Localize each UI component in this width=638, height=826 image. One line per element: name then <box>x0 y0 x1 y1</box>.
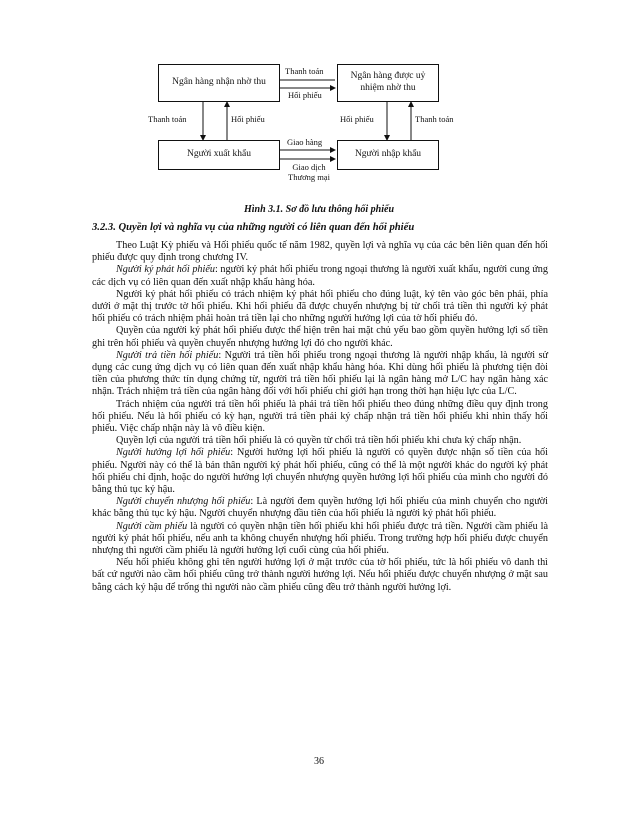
paragraph-text: Quyền lợi của người trả tiền hối phiếu là có quyền từ chối trả tiền hối phiếu khi chưa ký chấp nhận. <box>116 435 522 447</box>
paragraph-term: Người chuyển nhượng hối phiếu <box>116 496 251 508</box>
flow-diagram <box>130 58 470 208</box>
label-right-payment: Thanh toán <box>415 114 454 124</box>
box-importer-label: Người nhập khẩu <box>354 149 422 160</box>
box-collecting-bank <box>158 64 280 102</box>
label-trade-transaction-line1: Giao dịch <box>292 162 326 172</box>
box-exporter-label: Người xuất khẩu <box>187 149 251 160</box>
figure-caption: Hình 3.1. Sơ đồ lưu thông hối phiếu <box>243 204 395 215</box>
paragraph <box>92 399 548 436</box>
paragraph <box>92 521 548 558</box>
paragraph <box>92 240 548 264</box>
paragraph-term: Người trả tiền hối phiếu <box>116 349 219 361</box>
paragraph-text: Nếu hối phiếu không ghi tên người hưởng lợi ở mặt trước của tờ hối phiếu, tức là hối phiếu vô danh thì bất cứ người nào cầm hối phiếu cũng trở thành người hưởng lợi. Nếu hối phiếu được chuyển nhượng ở mặt sau bằng cách ký hậu để trống thì người nào cầm phiếu cũng đều trở thành người hưởng lợi. <box>92 557 548 593</box>
paragraph <box>92 447 548 496</box>
page-number: 36 <box>314 756 324 767</box>
label-left-bill: Hối phiếu <box>231 114 265 124</box>
paragraph-text: Người ký phát hối phiếu có trách nhiệm ký phát hối phiếu cho đúng luật, ký tên vào góc bên phải, phía dưới ở mặt thị trước tờ hối phiếu. Khi hối phiếu đã được chuyển nhượng bị từ chối trả tiền thì người ký phát hối phiếu có trách nhiệm phải hoàn trả tiền lại cho những người hưởng lợi của tờ hối phiếu đó. <box>92 288 548 325</box>
box-exporter <box>158 140 280 170</box>
label-top-bill: Hối phiếu <box>288 90 322 100</box>
box-remitting-bank <box>337 64 439 102</box>
paragraph <box>92 435 548 447</box>
label-left-payment: Thanh toán <box>148 114 187 124</box>
label-trade-transaction-line2: Thương mại <box>288 171 330 182</box>
label-top-payment: Thanh toán <box>285 66 324 76</box>
paragraph-text: : Là người đem quyền hưởng lợi hối phiếu của mình chuyển cho người khác bằng thủ tục ký hậu. Người chuyển nhượng đầu tiên của hối phiếu là người ký phát hối phiếu. <box>92 496 548 520</box>
paragraph-text: : Người hưởng lợi hối phiếu là người có quyền được nhận số tiền của hối phiếu. Người này có thể là bản thân người ký phát hối phiếu, cũng có thể là một người khác do người ký phát hối phiếu chỉ định, hoặc do người hưởng lợi chuyển nhượng quyền hưởng lợi hối phiếu của mình cho người đó bằng thủ tục ký hậu. <box>92 447 548 496</box>
paragraph-text: Trách nhiệm của người trả tiền hối phiếu là phải trả tiền hối phiếu theo đúng những điều quy định trong hối phiếu. Nếu là hối phiếu có kỳ hạn, người trả tiền phải ký chấp nhận trả tiền hối phiếu khi nhìn thấy hối phiếu. Việc chấp nhận này là vô điều kiện. <box>92 398 548 435</box>
paragraph-text: : Người trả tiền hối phiếu trong ngoại thương là người nhập khẩu, là người sử dụng các cung ứng dịch vụ có liên quan đến xuất nhập khẩu hàng hóa. Khi dùng hối phiếu là phương tiện đòi tiền của phương thức tín dụng chứng từ, người trả tiền hối phiếu lại là ngân hàng mở L/C hay ngân hàng xác nhận. Trách nhiệm trả tiền của ngân hàng đối với hối phiếu chỉ giới hạn trong thời hạn hiệu lực của L/C. <box>92 349 548 398</box>
paragraph-text: là người có quyền nhận tiền hối phiếu khi hối phiếu được trả tiền. Người cầm phiếu là người ký phát hối phiếu, nếu anh ta không chuyển nhượng hối phiếu. Trong trường hợp hối phiếu được chuyển nhượng thì người cầm phiếu là người hưởng lợi cuối cùng của hối phiếu. <box>92 520 548 557</box>
box-collecting-bank-label: Ngân hàng nhận nhờ thu <box>172 77 266 88</box>
paragraph-text: Quyền của người ký phát hối phiếu được thể hiện trên hai mặt chủ yếu bao gồm quyền hưởng lợi số tiền ghi trên hối phiếu và quyền chuyển nhượng hưởng lợi đó cho người khác. <box>92 325 548 349</box>
paragraph-term: Người cầm phiếu <box>116 520 188 532</box>
paragraph-text: : người ký phát hối phiếu trong ngoại thương là người xuất khẩu, người cung ứng các dịch vụ có liên quan đến xuất nhập khẩu hàng hóa. <box>92 264 548 288</box>
label-goods-delivery: Giao hàng <box>287 137 323 147</box>
paragraph <box>92 557 548 594</box>
paragraph <box>92 264 548 288</box>
paragraph-term: Người ký phát hối phiếu <box>116 264 215 276</box>
paragraph <box>92 325 548 349</box>
paragraph <box>92 350 548 399</box>
box-remitting-bank-label: Ngân hàng được uỷ nhiệm nhờ thu <box>350 71 426 93</box>
body-text <box>92 240 548 594</box>
paragraph-text: Theo Luật Kỳ phiếu và Hối phiếu quốc tế năm 1982, quyền lợi và nghĩa vụ của các bên liên quan đến hối phiếu được quy định trong chương IV. <box>92 240 548 264</box>
paragraph <box>92 496 548 520</box>
label-right-bill: Hối phiếu <box>340 114 374 124</box>
paragraph <box>92 289 548 326</box>
section-heading: 3.2.3. Quyền lợi và nghĩa vụ của những người có liên quan đến hối phiếu <box>92 222 415 233</box>
label-trade-transaction <box>287 163 331 183</box>
box-importer <box>337 140 439 170</box>
paragraph-term: Người hưởng lợi hối phiếu <box>116 447 231 459</box>
